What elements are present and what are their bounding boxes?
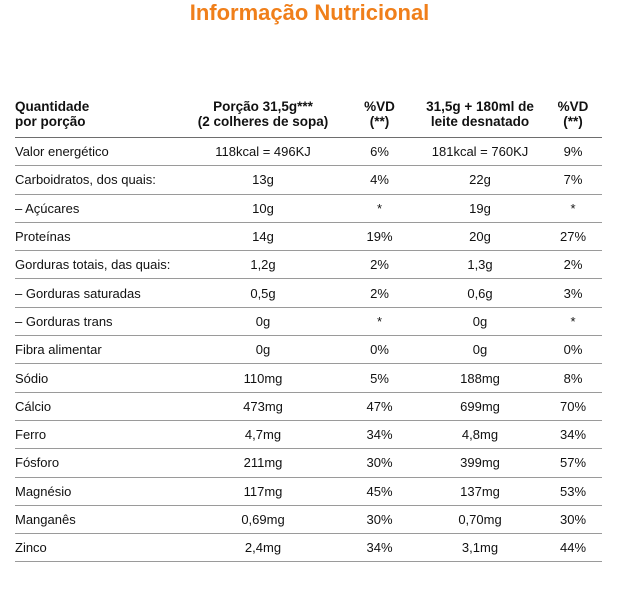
table-row	[15, 336, 602, 364]
milk-vd: 9%	[563, 144, 583, 160]
nutrient-name: Sódio	[15, 370, 49, 386]
nutrient-name: – Açúcares	[15, 200, 80, 216]
milk-vd: 30%	[559, 512, 587, 527]
milk-amount: 399mg	[460, 455, 500, 471]
portion-amount: 211mg	[243, 455, 283, 471]
portion-vd: 2%	[370, 285, 389, 301]
milk-vd: 8%	[563, 370, 583, 386]
portion-vd: *	[376, 200, 383, 216]
header-quantity	[15, 99, 183, 129]
portion-amount: 117mg	[243, 483, 283, 499]
nutrient-name: – Gorduras saturadas	[15, 285, 141, 301]
nutrient-name: Fósforo	[15, 455, 60, 471]
header-vd-portion	[343, 99, 416, 129]
header-portion	[183, 99, 343, 129]
milk-amount: 188mg	[460, 370, 500, 386]
portion-vd: 5%	[370, 370, 389, 386]
nutrient-name: Carboidratos, dos quais:	[15, 172, 156, 188]
portion-vd: 4%	[370, 172, 389, 188]
portion-amount: 118kcal = 496KJ	[215, 144, 311, 160]
table-row	[15, 449, 602, 477]
table-row	[15, 251, 602, 279]
header-with-milk-line1: 31,5g + 180ml de	[426, 99, 534, 114]
portion-amount: 13g	[252, 172, 274, 188]
milk-vd: 0%	[563, 342, 583, 358]
milk-amount: 22g	[469, 172, 491, 188]
table-row	[15, 478, 602, 506]
portion-vd: 30%	[366, 455, 393, 471]
table-row	[15, 223, 602, 251]
portion-vd: 47%	[366, 398, 393, 414]
milk-amount: 137mg	[460, 483, 500, 499]
nutrient-name: Magnésio	[15, 483, 72, 499]
milk-amount: 0,6g	[467, 285, 493, 301]
milk-amount: 699mg	[460, 398, 500, 414]
header-quantity-line2: por porção	[15, 114, 86, 129]
portion-amount: 0,69mg	[241, 512, 285, 527]
milk-vd: 57%	[559, 455, 587, 471]
portion-amount: 4,7mg	[244, 427, 282, 443]
milk-vd: 34%	[559, 427, 587, 443]
milk-amount: 0g	[472, 313, 488, 329]
portion-amount: 473mg	[243, 398, 283, 414]
portion-vd: 19%	[366, 229, 393, 245]
milk-vd: 7%	[563, 172, 583, 188]
nutrient-name: Ferro	[15, 427, 47, 443]
table-row	[15, 534, 602, 562]
milk-vd: *	[570, 313, 576, 329]
page-title: Informação Nutricional	[189, 0, 430, 25]
portion-vd: 30%	[366, 512, 393, 527]
milk-vd: 44%	[559, 540, 587, 556]
nutrient-name: Manganês	[15, 512, 76, 527]
table-row	[15, 195, 602, 223]
header-vd-with-milk-line1: %VD	[557, 99, 589, 114]
nutrient-name: Proteínas	[15, 229, 71, 245]
portion-amount: 0,5g	[250, 285, 276, 301]
table-row	[15, 308, 602, 336]
nutrient-name: Cálcio	[15, 398, 52, 414]
table-row	[15, 421, 602, 449]
portion-amount: 110mg	[243, 370, 283, 386]
nutrition-table	[15, 84, 602, 562]
milk-amount: 1,3g	[467, 257, 493, 273]
header-vd-portion-line1: %VD	[364, 99, 395, 114]
portion-amount: 14g	[252, 229, 274, 245]
portion-vd: 2%	[370, 257, 389, 273]
nutrient-name: Fibra alimentar	[15, 342, 102, 358]
portion-vd: 6%	[370, 144, 389, 160]
milk-amount: 4,8mg	[461, 427, 499, 443]
header-with-milk	[416, 99, 544, 129]
header-portion-line2: (2 colheres de sopa)	[197, 114, 329, 129]
header-portion-line1: Porção 31,5g***	[213, 99, 313, 114]
table-row	[15, 279, 602, 307]
milk-vd: 27%	[559, 229, 587, 245]
portion-amount: 1,2g	[250, 257, 276, 273]
table-row	[15, 364, 602, 392]
portion-vd: 45%	[366, 483, 393, 499]
table-row	[15, 393, 602, 421]
milk-vd: 70%	[559, 398, 587, 414]
portion-amount: 0g	[255, 342, 271, 358]
table-row	[15, 166, 602, 194]
portion-vd: 34%	[366, 427, 393, 443]
table-body	[15, 138, 602, 562]
milk-vd: 3%	[563, 285, 583, 301]
table-header-row	[15, 84, 602, 138]
header-with-milk-line2: leite desnatado	[430, 114, 530, 129]
nutrient-name: – Gorduras trans	[15, 313, 113, 329]
portion-amount: 2,4mg	[244, 540, 282, 556]
portion-vd: 0%	[370, 342, 389, 358]
milk-vd: *	[570, 200, 576, 216]
milk-amount: 19g	[469, 200, 491, 216]
nutrient-name: Gorduras totais, das quais:	[15, 257, 171, 273]
portion-amount: 10g	[252, 200, 274, 216]
portion-vd: 34%	[366, 540, 393, 556]
milk-amount: 20g	[469, 229, 491, 245]
header-quantity-line1: Quantidade	[15, 99, 90, 114]
portion-vd: *	[376, 313, 383, 329]
header-vd-with-milk-line2: (**)	[563, 114, 583, 129]
milk-vd: 53%	[559, 483, 587, 499]
nutrient-name: Valor energético	[15, 144, 109, 160]
nutrient-name: Zinco	[15, 540, 47, 556]
table-row	[15, 138, 602, 166]
milk-amount: 181kcal = 760KJ	[431, 144, 529, 160]
milk-amount: 0g	[472, 342, 488, 358]
milk-vd: 2%	[563, 257, 583, 273]
milk-amount: 0,70mg	[458, 512, 502, 527]
header-vd-portion-line2: (**)	[369, 114, 390, 129]
milk-amount: 3,1mg	[461, 540, 499, 556]
header-vd-with-milk	[544, 99, 602, 129]
portion-amount: 0g	[255, 313, 271, 329]
table-row	[15, 506, 602, 534]
